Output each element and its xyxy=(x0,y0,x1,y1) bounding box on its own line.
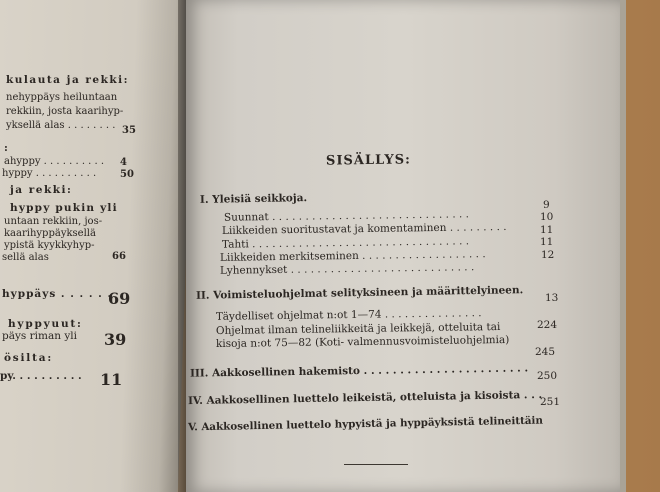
toc-entry: Täydelliset ohjelmat n:ot 1—74 . . . . . . . . . . . . . . . xyxy=(215,307,482,323)
left-line: rekkiin, josta kaarihyp- xyxy=(6,106,124,117)
toc-section-heading: IV. Aakkosellinen luettelo leikeistä, otteluista ja kisoista . . . xyxy=(187,388,543,408)
left-line: kaarihyppäyksellä xyxy=(4,228,96,239)
left-line: hyppy pukin yli xyxy=(10,202,118,214)
left-page-number: 35 xyxy=(122,125,136,136)
toc-page-number: 12 xyxy=(541,249,555,261)
toc-page-number: 10 xyxy=(540,211,554,223)
left-line: ahyppy . . . . . . . . . . xyxy=(4,156,105,167)
left-line: untaan rekkiin, jos- xyxy=(4,216,103,227)
left-line: nehyppäys heiluntaan xyxy=(6,92,118,103)
left-line: hyppyuut: xyxy=(8,318,83,330)
left-line: ja rekki: xyxy=(10,184,73,196)
toc-section-heading: I. Yleisiä seikkoja. xyxy=(199,192,308,206)
toc-page-number: 11 xyxy=(540,236,554,248)
page-title: SISÄLLYS: xyxy=(325,152,411,169)
toc-entry: Liikkeiden suoritustavat ja komentaminen . . . . . . . . . xyxy=(221,221,507,237)
toc-page-number: 11 xyxy=(540,224,554,236)
left-line: hyppäys . . . . . . xyxy=(2,288,113,300)
toc-section-heading: II. Voimisteluohjelmat selityksineen ja määrittelyineen. xyxy=(195,284,524,302)
left-page-number: 50 xyxy=(120,169,134,180)
left-line: hyppy . . . . . . . . . . xyxy=(2,168,97,179)
toc-entry: Lyhennykset . . . . . . . . . . . . . . . . . . . . . . . . . . . . xyxy=(219,261,475,277)
toc-page-number: 224 xyxy=(537,319,558,331)
toc-entry: Ohjelmat ilman telineliikkeitä ja leikkejä, otteluita tai xyxy=(215,321,501,337)
toc-entry: Liikkeiden merkitseminen . . . . . . . . . . . . . . . . . . . xyxy=(219,248,486,264)
left-line: kulauta ja rekki: xyxy=(6,74,130,86)
left-page-number: 69 xyxy=(108,289,131,308)
toc-entry: Tahti . . . . . . . . . . . . . . . . . . . . . . . . . . . . . . . . . xyxy=(221,235,470,251)
toc-section-heading: V. Aakkosellinen luettelo hypyistä ja hyppäyksistä telineittäin xyxy=(187,414,544,434)
toc-page-number: 9 xyxy=(543,199,550,211)
toc-entry: kisoja n:ot 75—82 (Koti- valmennusvoimisteluohjelmia) xyxy=(215,333,510,351)
left-line: sellä alas xyxy=(2,252,49,263)
toc-page-number: 13 xyxy=(545,292,559,304)
left-line: py. . . . . . . . . . xyxy=(0,370,82,382)
left-page-number: 4 xyxy=(120,157,127,168)
left-line: yksellä alas . . . . . . . . xyxy=(6,120,116,131)
left-line: päys riman yli xyxy=(2,330,77,342)
left-page-number: 11 xyxy=(100,370,123,389)
toc-page-number: 245 xyxy=(535,346,556,358)
toc-page-number: 251 xyxy=(540,396,561,408)
toc-entry: Suunnat . . . . . . . . . . . . . . . . . . . . . . . . . . . . . . xyxy=(223,208,470,224)
left-line: ösilta: xyxy=(4,352,54,364)
left-page-number: 39 xyxy=(104,330,127,349)
toc-section-heading: III. Aakkosellinen hakemisto . . . . . . . . . . . . . . . . . . . . . . . xyxy=(189,362,529,380)
left-line: : xyxy=(4,142,8,154)
left-line: ypistä kyykkyhyp- xyxy=(4,240,95,251)
toc-page-number: 250 xyxy=(537,370,558,382)
left-page-number: 66 xyxy=(112,251,126,262)
divider-rule xyxy=(344,464,408,465)
